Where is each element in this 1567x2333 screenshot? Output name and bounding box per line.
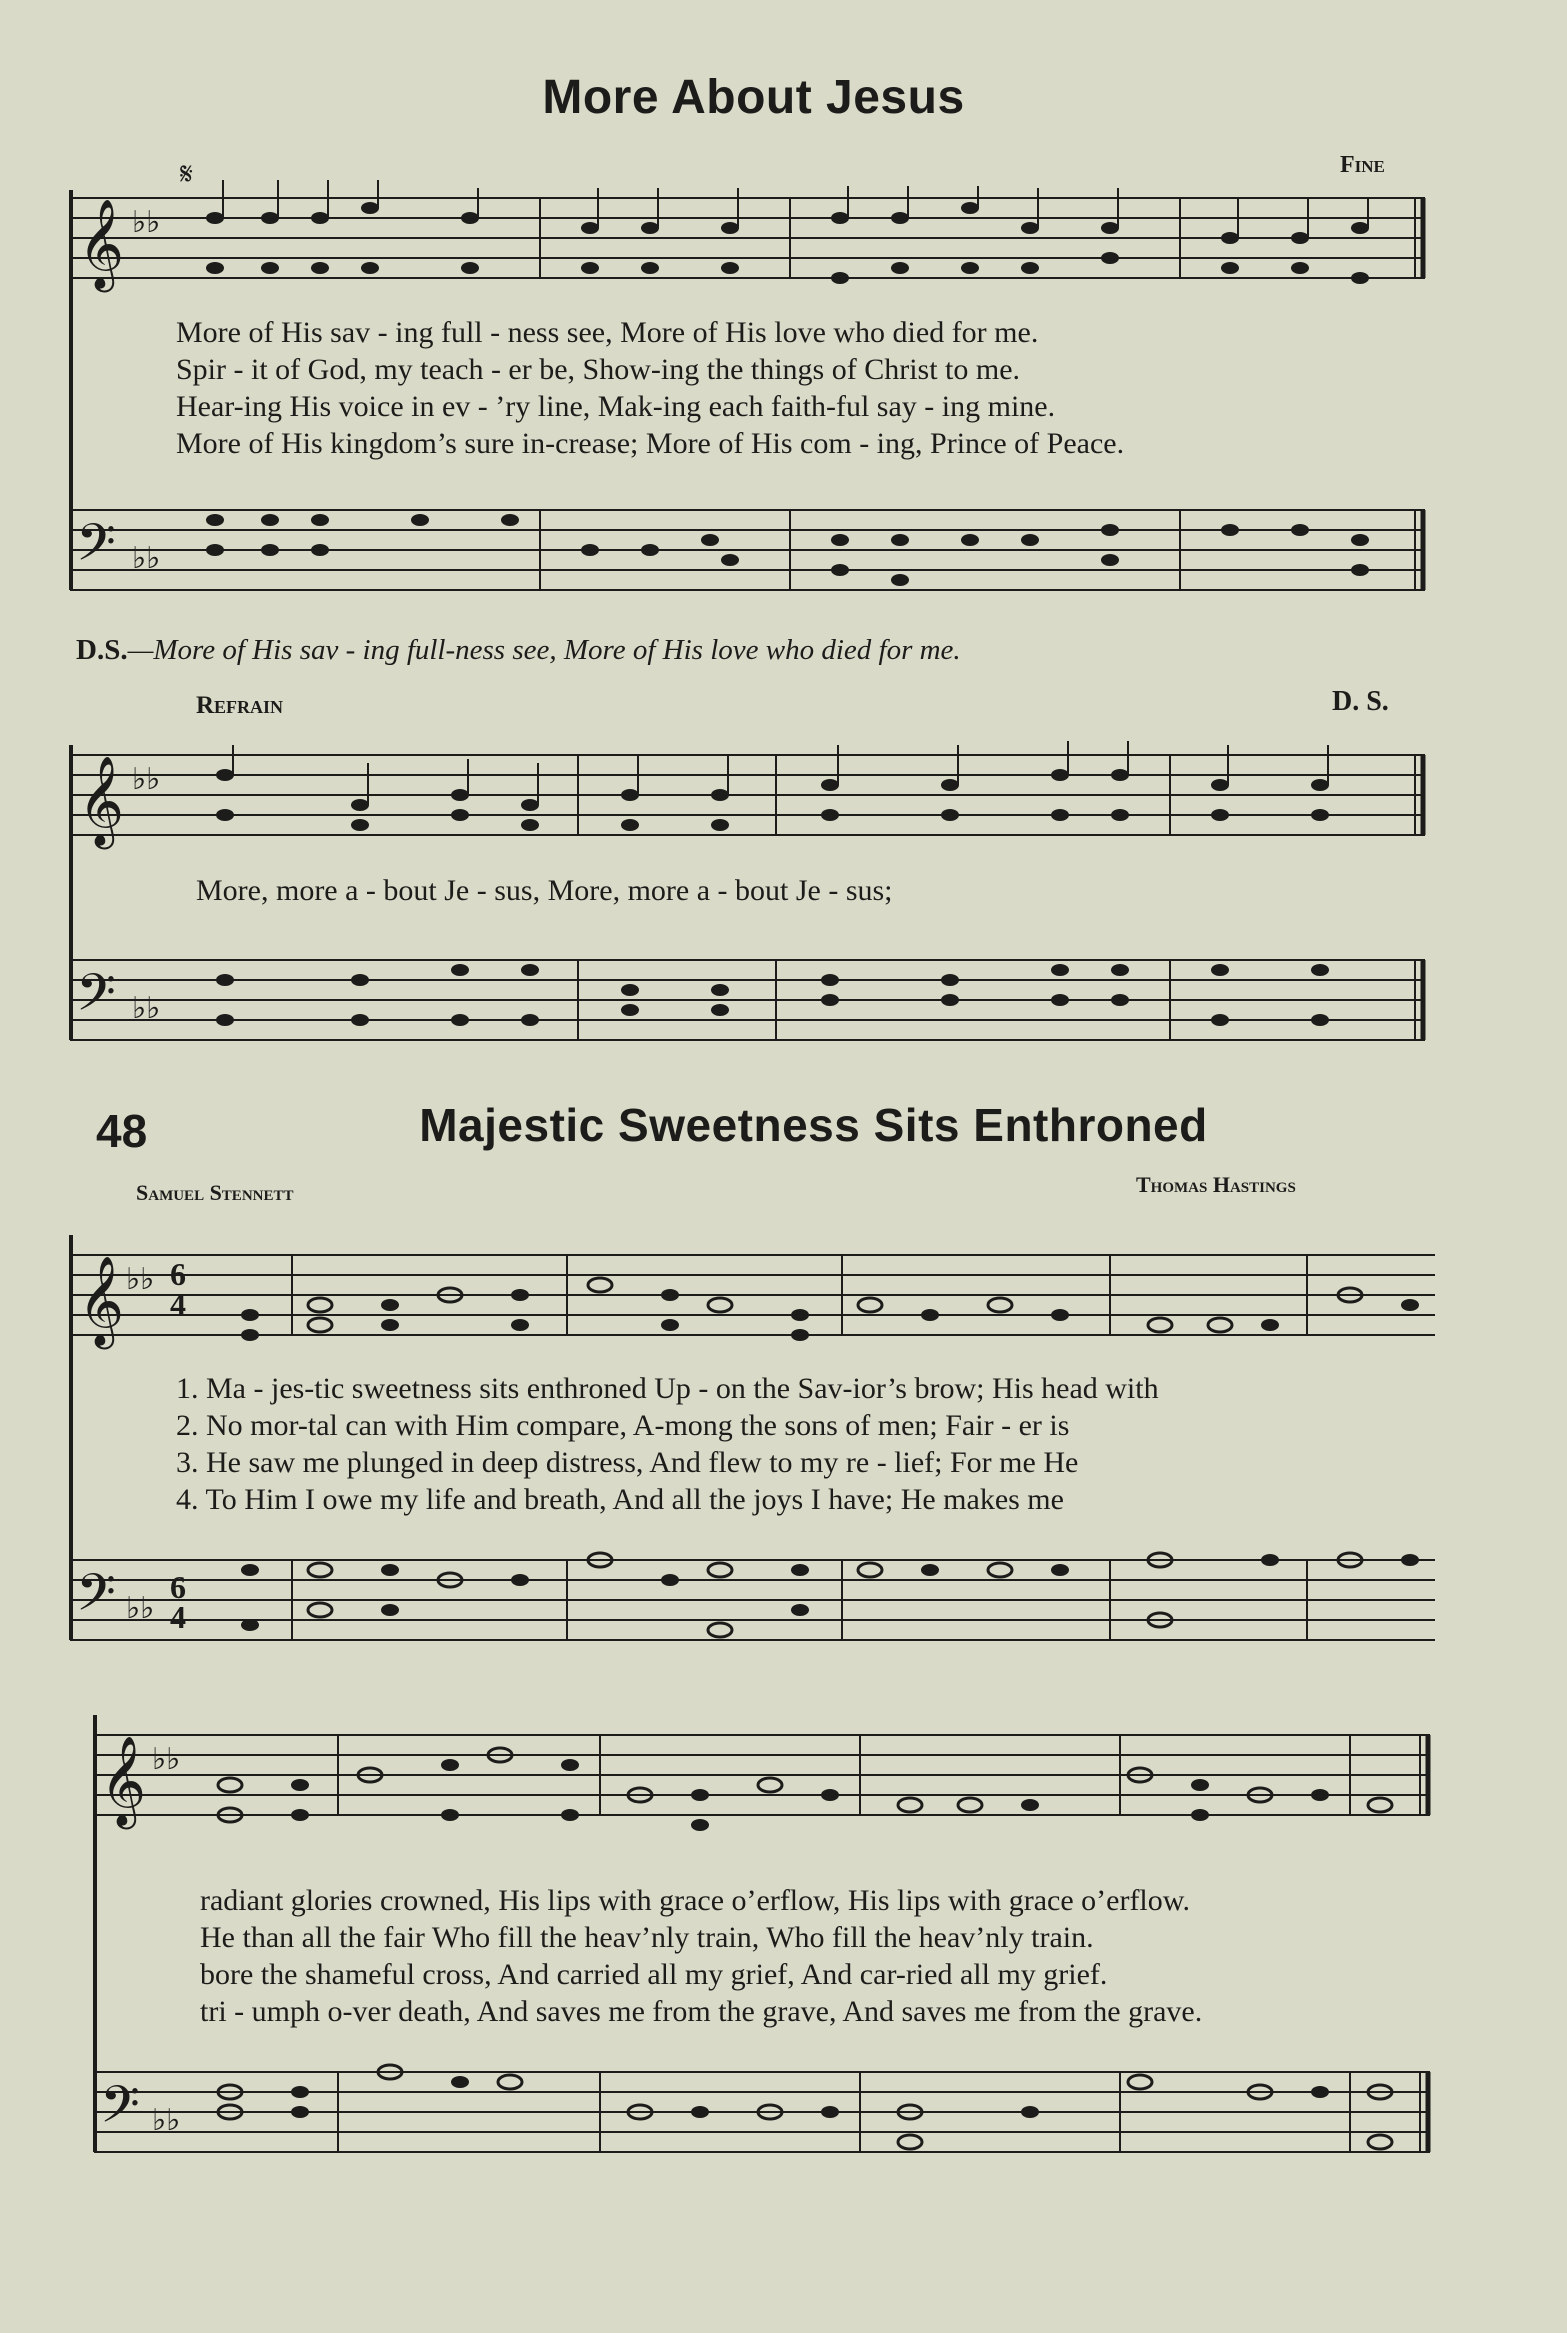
notes-refrain-treble <box>216 769 1329 831</box>
svg-text:♭♭: ♭♭ <box>132 206 161 239</box>
bass-staff-hymn2-line2 <box>70 2052 1435 2202</box>
bass-staff-hymn1-line1 <box>70 490 1435 610</box>
svg-text:♭♭: ♭♭ <box>152 2104 181 2137</box>
hymn1-verse-1: More of His sav - ing full - ness see, More of His love who died for me. <box>176 316 1039 349</box>
svg-text:𝄢: 𝄢 <box>76 516 116 584</box>
notes-hymn2-line2 <box>218 1748 1392 1831</box>
svg-text:𝄞: 𝄞 <box>78 757 125 844</box>
refrain-lyrics: More, more a - bout Je - sus, More, more a - bout Je - sus; <box>196 874 893 907</box>
notes-hymn2-line1 <box>241 1278 1419 1341</box>
hymn2-verse-3-part2: bore the shameful cross, And carried all my grief, And car-ried all my grief. <box>200 1958 1108 1991</box>
ds-line-text: —More of His sav - ing full-ness see, More of His love who died for me. <box>127 634 961 666</box>
bass-staff-hymn1-refrain <box>70 940 1435 1070</box>
hymn1-verse-2: Spir - it of God, my teach - er be, Show-ing the things of Christ to me. <box>176 353 1021 386</box>
hymn2-verse-lyrics-part2 <box>200 1882 1202 2030</box>
hymn2-author: Samuel Stennett <box>136 1180 294 1205</box>
hymn-title-more-about-jesus: More About Jesus <box>542 71 965 124</box>
hymn2-verse-4-part2: tri - umph o-ver death, And saves me from the grave, And saves me from the grave. <box>200 1995 1203 2028</box>
hymn-number: 48 <box>96 1105 148 1157</box>
bass-staff-refrain-svg <box>70 940 1435 1070</box>
time-sig-denominator: 4 <box>170 1286 186 1322</box>
svg-text:♭♭: ♭♭ <box>126 1592 155 1625</box>
svg-text:♭♭: ♭♭ <box>132 542 161 575</box>
treble-staff-hymn2-line2 <box>70 1715 1435 1835</box>
notes-refrain-bass <box>216 964 1329 1026</box>
hymn2-verse-3-part1: 3. He saw me plunged in deep distress, And flew to my re - lief; For me He <box>176 1446 1079 1479</box>
svg-text:𝄢: 𝄢 <box>76 966 116 1034</box>
bass-staff-hymn2-line2-svg <box>70 2052 1435 2202</box>
hymn2-verse-2-part1: 2. No mor-tal can with Him compare, A-mong the sons of men; Fair - er is <box>176 1409 1070 1442</box>
time-sig-numerator: 6 <box>170 1256 186 1292</box>
refrain-label: Refrain <box>196 692 284 719</box>
treble-staff-refrain-svg <box>70 745 1435 845</box>
svg-text:♭♭: ♭♭ <box>132 763 161 796</box>
ds-line-label: D.S. <box>76 634 128 666</box>
hymn2-verse-2-part2: He than all the fair Who fill the heav’nly train, Who fill the heav’nly train. <box>200 1921 1094 1954</box>
fine-label: Fine <box>1340 152 1385 178</box>
hymn1-verse-3: Hear-ing His voice in ev - ’ry line, Mak-ing each faith-ful say - ing mine. <box>176 390 1056 423</box>
bass-staff-hymn2-line1-svg <box>70 1540 1435 1670</box>
notes-hymn2-bass-line1 <box>241 1553 1419 1637</box>
ds-line <box>76 632 961 669</box>
svg-text:𝄢: 𝄢 <box>100 2078 140 2146</box>
hymn2-composer: Thomas Hastings <box>1136 1172 1296 1197</box>
svg-text:𝄋: 𝄋 <box>180 158 193 191</box>
svg-text:♭♭: ♭♭ <box>132 992 161 1025</box>
treble-staff-hymn2-line1-svg <box>70 1235 1435 1345</box>
bass-staff-hymn2-line1 <box>70 1540 1435 1670</box>
treble-staff-hymn1-refrain <box>70 745 1435 845</box>
hymn1-verse-lyrics <box>176 314 1124 462</box>
svg-text:𝄞: 𝄞 <box>100 1737 147 1824</box>
svg-text:4: 4 <box>170 1599 186 1635</box>
hymn1-verse-4: More of His kingdom’s sure in-crease; More of His com - ing, Prince of Peace. <box>176 427 1125 460</box>
svg-text:6: 6 <box>170 1569 186 1605</box>
bass-staff-hymn1-svg <box>70 490 1435 610</box>
svg-text:𝄢: 𝄢 <box>76 1566 116 1634</box>
ds-label: D. S. <box>1332 686 1389 717</box>
hymn2-verse-1-part1: 1. Ma - jes-tic sweetness sits enthroned Up - on the Sav-ior’s brow; His head with <box>176 1372 1159 1405</box>
treble-staff-hymn2-line1 <box>70 1235 1435 1345</box>
svg-text:♭♭: ♭♭ <box>126 1263 155 1296</box>
svg-text:𝄞: 𝄞 <box>78 200 125 287</box>
notes-hymn1-line1 <box>206 202 1369 284</box>
svg-text:♭♭: ♭♭ <box>152 1743 181 1776</box>
treble-staff-hymn2-line2-svg <box>70 1715 1435 1835</box>
svg-text:𝄞: 𝄞 <box>78 1257 125 1344</box>
hymn2-verse-4-part1: 4. To Him I owe my life and breath, And all the joys I have; He makes me <box>176 1483 1064 1516</box>
notes-hymn2-bass-line2 <box>218 2065 1392 2149</box>
hymn2-verse-1-part2: radiant glories crowned, His lips with grace o’erflow, His lips with grace o’erflow. <box>200 1884 1190 1917</box>
hymn-title-majestic-sweetness: Majestic Sweetness Sits Enthroned <box>419 1099 1208 1151</box>
hymn2-verse-lyrics-part1 <box>176 1370 1159 1518</box>
